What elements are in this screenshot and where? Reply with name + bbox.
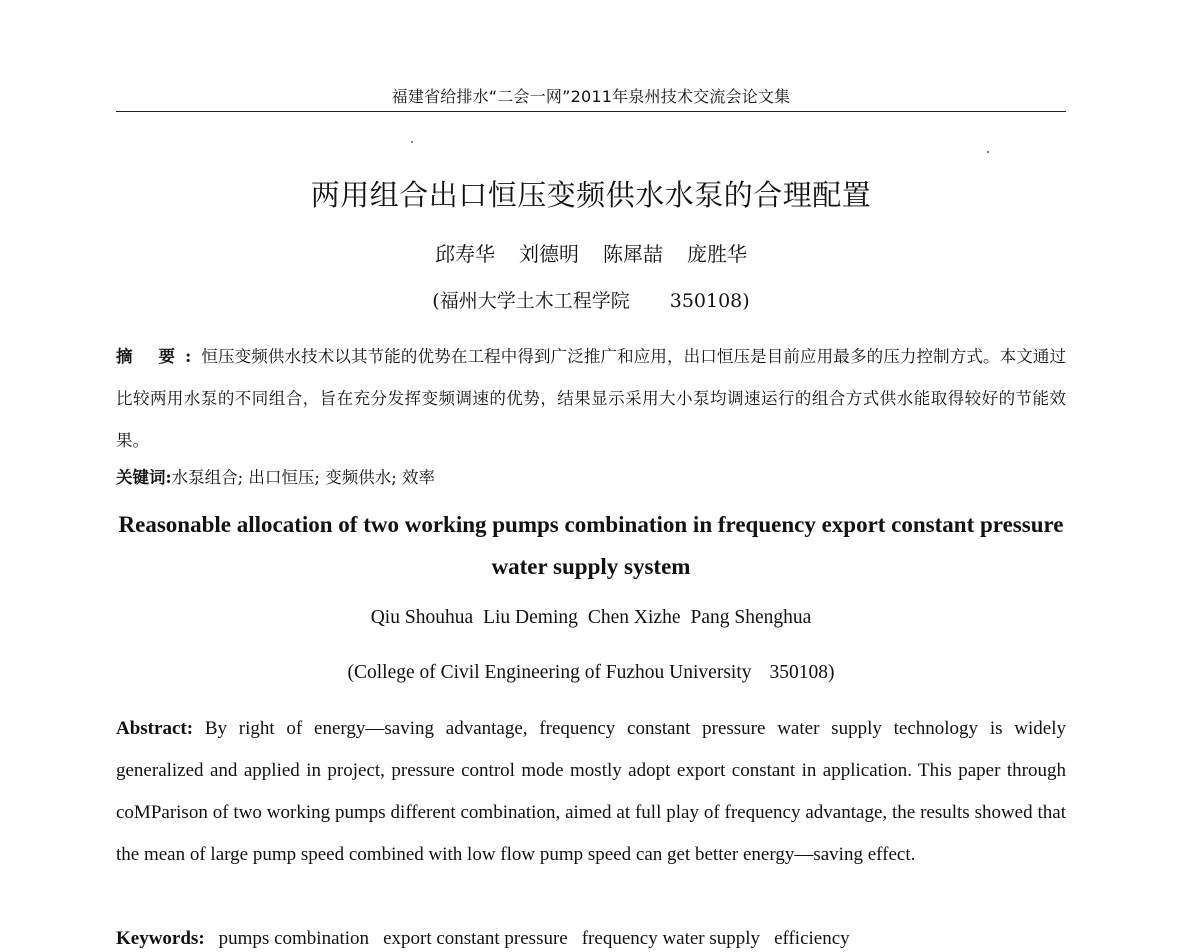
running-header: 福建省给排水“二会一网”2011年泉州技术交流会论文集 xyxy=(391,87,791,106)
affiliation-en xyxy=(116,659,1066,687)
scan-speck xyxy=(411,141,413,143)
header-rule xyxy=(116,111,1066,112)
scan-speck xyxy=(987,151,989,153)
author-en: Liu Deming xyxy=(483,607,578,628)
affiliation-cn xyxy=(116,287,1066,315)
abstract-en-label: Abstract: xyxy=(116,718,194,739)
affiliation-cn-open: ( xyxy=(432,290,440,312)
author-cn: 庞胜华 xyxy=(687,242,747,266)
keywords-en-label: Keywords: xyxy=(116,928,205,949)
abstract-cn-label: 摘 要: xyxy=(116,347,202,366)
abstract-en xyxy=(116,708,1066,876)
affiliation-en-name: College of Civil Engineering of Fuzhou University xyxy=(353,662,752,683)
abstract-en-text: By right of energy—saving advantage, frequency constant pressure water supply technology is widely generalized and applied in project, pressure control mode mostly adopt export constant in application. This paper through coMParison of two working pumps different combination, aimed at full play of frequency advantage, the results showed that the mean of large pump speed combined with low flow pump speed can get better energy—saving effect. xyxy=(116,718,1067,865)
keyword-en: frequency water supply xyxy=(581,928,761,949)
affiliation-en-close: ) xyxy=(828,662,835,683)
affiliation-cn-code: 350108 xyxy=(669,290,743,312)
paper-title-cn: 两用组合出口恒压变频供水水泵的合理配置 xyxy=(310,178,872,212)
keywords-cn-text: 水泵组合; 出口恒压; 变频供水; 效率 xyxy=(171,468,436,487)
keywords-cn xyxy=(116,464,1066,492)
abstract-cn-text: 恒压变频供水技术以其节能的优势在工程中得到广泛推广和应用，出口恒压是目前应用最多的压力控制方式。本文通过比较两用水泵的不同组合，旨在充分发挥变频调速的优势，结果显示采用大小泵均调速运行的组合方式供水能取得较好的节能效果。 xyxy=(116,347,1067,450)
abstract-cn xyxy=(116,336,1066,462)
keyword-en: pumps combination xyxy=(218,928,370,949)
author-cn: 邱寿华 xyxy=(435,242,495,266)
keyword-en: export constant pressure xyxy=(383,928,568,949)
author-en: Pang Shenghua xyxy=(690,607,812,628)
author-cn: 陈犀喆 xyxy=(603,242,663,266)
author-en: Chen Xizhe xyxy=(587,607,681,628)
affiliation-cn-name: 福州大学土木工程学院 xyxy=(439,290,630,312)
affiliation-cn-close: ) xyxy=(742,290,750,312)
author-en: Qiu Shouhua xyxy=(370,607,474,628)
author-cn: 刘德明 xyxy=(519,242,579,266)
keyword-en: efficiency xyxy=(774,928,850,949)
authors-cn xyxy=(116,240,1066,268)
affiliation-en-code: 350108 xyxy=(769,662,829,683)
authors-en xyxy=(116,604,1066,632)
keywords-cn-label: 关键词: xyxy=(116,468,172,487)
keywords-en xyxy=(116,926,1066,952)
paper-title-en: Reasonable allocation of two working pumps combination in frequency export constant pressure water supply system xyxy=(118,512,1064,579)
affiliation-en-open: ( xyxy=(347,662,354,683)
